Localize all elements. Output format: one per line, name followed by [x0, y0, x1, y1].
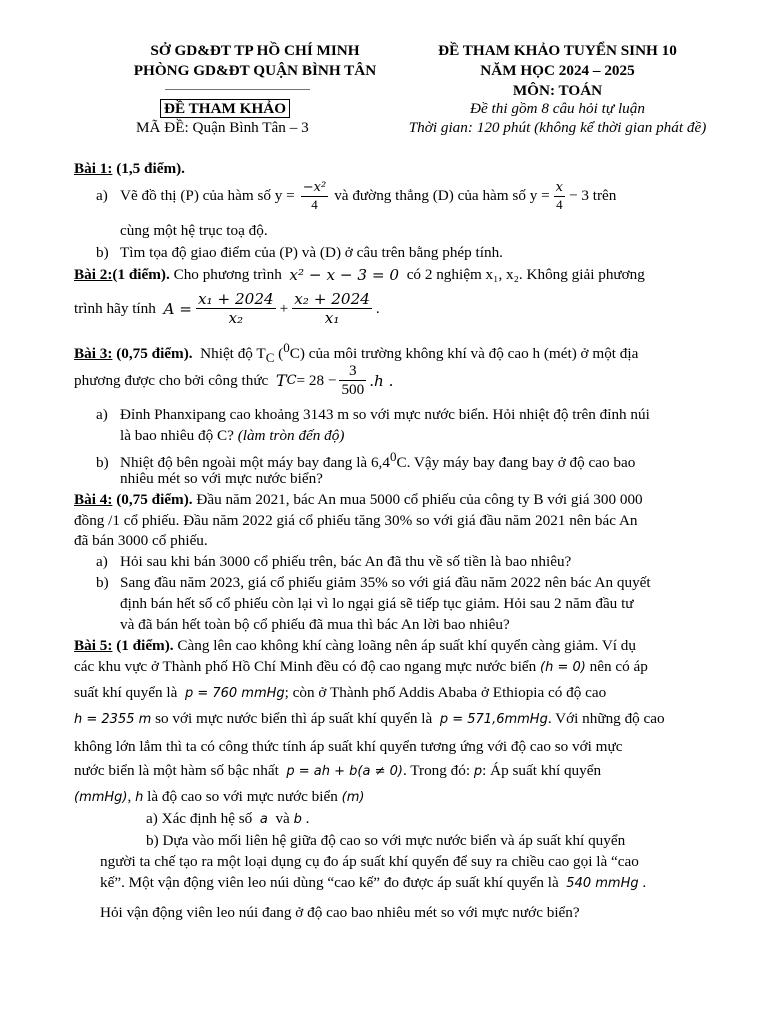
bai5-line7	[74, 788, 694, 806]
bai4-label: Bài 4:	[74, 491, 113, 508]
bai1-a-label: a)	[96, 186, 108, 204]
bai3-b-deg: 0	[389, 449, 397, 464]
bai5-points: (1 điểm).	[112, 637, 174, 654]
bai4-b-text2: định bán hết số cổ phiếu còn lại vì lo ngại giá sẽ tiếp tục giảm. Hỏi sau 2 năm đầu tư	[120, 595, 634, 612]
office-name: PHÒNG GD&ĐT QUẬN BÌNH TÂN	[133, 62, 377, 79]
bai5-text4a: so với mực nước biển thì áp suất khí quyển là	[155, 710, 433, 727]
bai1-b-label: b)	[96, 244, 109, 261]
bai3-b-label: b)	[96, 454, 109, 472]
bai3-b-text1b: C. Vậy máy bay đang bay ở độ cao bao	[396, 454, 636, 472]
bai4-b-text3: và đã bán hết toàn bộ cổ phiếu đã mua thì bác An lời bao nhiêu?	[120, 616, 510, 633]
bai4-text2: đồng /1 cổ phiếu. Đầu năm 2022 giá cổ phiếu tăng 30% so với giá đầu năm 2021 nên bác An	[74, 512, 638, 529]
bai2-equation: x² − x − 3 = 0	[289, 266, 400, 284]
bai5-text2a: các khu vực ở Thành phố Hồ Chí Minh đều có độ cao ngang mực nước biển	[74, 658, 537, 675]
exam-code: MÃ ĐỀ: Quận Bình Tân – 3	[136, 119, 309, 136]
bai2-frac2	[292, 290, 372, 327]
bai5-a	[146, 810, 694, 828]
bai5-b-text2: người ta chế tạo ra một loại dụng cụ đo áp suất khí quyển để suy ra chiều cao gọi là “cao	[100, 853, 639, 870]
bai3-formula-end: .h .	[369, 371, 394, 390]
exam-type	[160, 100, 290, 118]
bai4-points: (0,75 điểm).	[112, 491, 193, 508]
bai3-label: Bài 3:	[74, 345, 113, 363]
bai3-deg: 0	[283, 340, 290, 355]
bai4-b-text1: Sang đầu năm 2023, giá cổ phiếu giảm 35% so với giá đầu năm 2022 nên bác An quyết	[120, 574, 651, 591]
bai4-b-label: b)	[96, 574, 109, 591]
bai3-formula-line	[74, 362, 694, 399]
bai1-a-frac2	[554, 180, 565, 212]
bai4-a-label: a)	[96, 553, 108, 570]
bai1-b	[96, 244, 694, 262]
bai4-text1: Đầu năm 2021, bác An mua 5000 cổ phiếu của công ty B với giá 300 000	[196, 491, 643, 508]
frac-numerator: x₁ + 2024	[197, 290, 274, 308]
bai5-text7a: ,	[127, 788, 136, 805]
bai5-mmhg: (mmHg)	[74, 790, 128, 805]
frac-denominator: 500	[341, 381, 365, 399]
bai5-p-var: p	[473, 764, 483, 779]
bai2-points: (1 điểm).	[112, 266, 170, 283]
frac-denominator: 4	[556, 196, 563, 212]
bai3-a-label: a)	[96, 406, 108, 423]
bai4-text3: đã bán 3000 cổ phiếu.	[74, 532, 208, 549]
frac-numerator: 3	[339, 362, 366, 381]
bai5-line2	[74, 658, 694, 676]
bai3-points: (0,75 điểm).	[112, 345, 193, 363]
bai5-text6c: : Áp suất khí quyển	[482, 762, 602, 779]
bai5-b-text3b: .	[642, 874, 647, 891]
bai5-p571: p = 571,6mmHg	[439, 712, 548, 727]
bai3-a-note: (làm tròn đến độ)	[237, 427, 345, 444]
frac-denominator: 4	[311, 196, 318, 212]
exam-title: ĐỀ THAM KHẢO TUYỂN SINH 10	[438, 42, 677, 59]
bai5-h0: (h = 0)	[540, 660, 586, 675]
bai3-a-cont	[120, 427, 694, 445]
school-year: NĂM HỌC 2024 – 2025	[480, 62, 635, 79]
bai5-p760: p = 760 mmHg	[184, 686, 285, 701]
bai2-heading	[74, 266, 694, 284]
subject: MÔN: TOÁN	[512, 82, 603, 99]
exam-type-label: ĐỀ THAM KHẢO	[160, 99, 290, 118]
bai3-text1c: C) của môi trường không khí và độ cao h (mét) ở một địa	[289, 345, 639, 363]
bai5-h-var: h	[135, 790, 144, 805]
bai5-text6a: nước biển là một hàm số bậc nhất	[74, 762, 279, 779]
bai3-text2: phương được cho bởi công thức	[74, 371, 269, 389]
bai1-a-text2: và đường thẳng (D) của hàm số y =	[334, 186, 550, 204]
bai3-sub-c: C	[265, 350, 275, 366]
bai1-a-cont: cùng một hệ trục toạ độ.	[120, 222, 268, 239]
bai2-label: Bài 2:	[74, 266, 113, 283]
bai2-text3: trình hãy tính	[74, 299, 156, 317]
bai3-formula-lhs: T	[275, 371, 287, 391]
bai5-question: Hỏi vận động viên leo núi đang ở độ cao bao nhiêu mét so với mực nước biển?	[100, 904, 580, 921]
bai5-text5: không lớn lắm thì ta có công thức tính áp suất khí quyển tương ứng với độ cao so với mực	[74, 738, 623, 755]
department-name: SỞ GD&ĐT TP HỒ CHÍ MINH	[150, 42, 360, 59]
bai3-b-text1a: Nhiệt độ bên ngoài một máy bay đang là 6,4	[120, 454, 390, 472]
bai3-formula-sub: C	[286, 372, 297, 388]
bai2-expr-a: A =	[163, 299, 192, 318]
bai3-text1b: (	[274, 345, 284, 363]
bai4-a-text: Hỏi sau khi bán 3000 cổ phiếu trên, bác An đã thu về số tiền là bao nhiêu?	[120, 553, 572, 570]
bai5-label: Bài 5:	[74, 637, 113, 654]
bai3-b-cont: nhiêu mét so với mực nước biển?	[120, 470, 323, 487]
bai5-text3b: ; còn ở Thành phố Addis Ababa ở Ethiopia có độ cao	[284, 684, 607, 701]
bai1-a-text3: − 3 trên	[569, 186, 617, 204]
bai5-p540: 540 mmHg	[566, 876, 639, 891]
bai4-a	[96, 553, 694, 571]
exam-duration: Thời gian: 120 phút (không kể thời gian phát đề)	[408, 119, 707, 136]
bai2-plus: +	[279, 299, 289, 317]
bai5-text7b: là độ cao so với mực nước biển	[143, 788, 342, 805]
bai5-b-text1: b) Dựa vào mối liên hệ giữa độ cao so với mực nước biển và áp suất khí quyển	[146, 832, 626, 849]
bai1-a	[96, 180, 694, 212]
bai5-text4b: . Với những độ cao	[547, 710, 665, 727]
bai1-a-frac1	[301, 180, 328, 212]
bai3-a-text2: là bao nhiêu độ C?	[120, 427, 234, 444]
bai5-heading	[74, 637, 694, 655]
bai3-b	[96, 449, 694, 472]
bai5-b-line3	[100, 874, 694, 892]
frac-numerator: x₂ + 2024	[294, 290, 370, 308]
bai5-a-end: .	[305, 810, 310, 827]
bai5-b-var: b	[293, 812, 302, 827]
bai2-expression	[74, 290, 694, 327]
bai5-h2355: h = 2355 m	[74, 712, 152, 727]
header-divider	[165, 89, 310, 90]
bai3-text1: Nhiệt độ T	[200, 345, 266, 363]
bai5-text6b: . Trong đó:	[402, 762, 471, 779]
bai4-b	[96, 574, 694, 592]
bai1-heading	[74, 160, 694, 178]
bai5-text1: Càng lên cao không khí càng loãng nên áp suất khí quyển càng giảm. Ví dụ	[177, 637, 636, 654]
bai5-text2b: nên có áp	[589, 658, 648, 675]
bai5-a-text1: a) Xác định hệ số	[146, 810, 253, 827]
frac-numerator: −x²	[302, 180, 327, 195]
bai2-end: .	[375, 299, 380, 317]
bai3-a	[96, 406, 694, 424]
bai2-text2: có 2 nghiệm x₁, x₂. Không giải phương	[406, 266, 645, 283]
bai5-a-and: và	[275, 810, 290, 827]
bai5-line4	[74, 710, 694, 728]
bai5-line3	[74, 684, 694, 702]
bai1-a-text1: Vẽ đồ thị (P) của hàm số y =	[120, 186, 295, 204]
bai3-frac	[339, 362, 366, 399]
bai5-m-unit: (m)	[341, 790, 365, 805]
bai5-line6	[74, 762, 694, 780]
bai3-a-text1: Đỉnh Phanxipang cao khoảng 3143 m so với mực nước biển. Hỏi nhiệt độ trên đỉnh núi	[120, 406, 650, 423]
bai2-text1: Cho phương trình	[173, 266, 282, 283]
bai1-label: Bài 1:	[74, 160, 113, 177]
bai5-formula: p = ah + b(a ≠ 0)	[286, 764, 403, 779]
exam-note: Đề thi gồm 8 câu hỏi tự luận	[470, 100, 645, 117]
bai5-b-text3a: kế”. Một vận động viên leo núi dùng “cao kế” đo được áp suất khí quyển là	[100, 874, 559, 891]
bai2-frac1	[196, 290, 276, 327]
bai3-formula-mid: = 28 −	[296, 371, 337, 389]
frac-numerator: x	[555, 180, 564, 195]
frac-denominator: x₂	[228, 309, 244, 328]
bai1-points: (1,5 điểm).	[112, 160, 185, 177]
bai1-b-text: Tìm tọa độ giao điểm của (P) và (D) ở câu trên bằng phép tính.	[120, 244, 503, 261]
bai5-text3a: suất khí quyển là	[74, 684, 178, 701]
bai4-heading	[74, 491, 694, 509]
frac-denominator: x₁	[324, 309, 340, 328]
bai5-a-var: a	[259, 812, 268, 827]
